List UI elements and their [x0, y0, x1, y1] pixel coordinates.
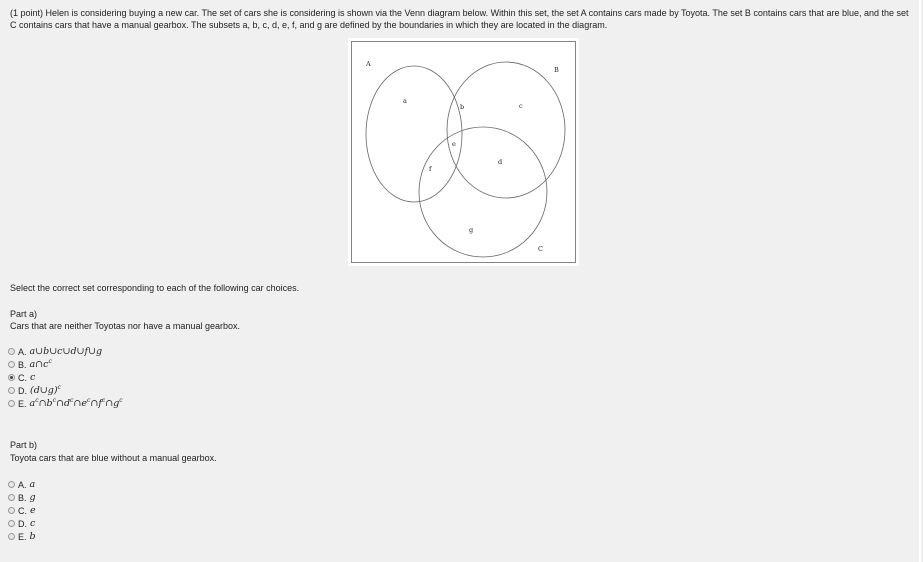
complement-sup: c: [57, 383, 61, 391]
option-letter: B.: [18, 359, 27, 370]
option-letter: B.: [18, 492, 27, 503]
label-region-b: b: [460, 103, 465, 111]
option-letter: D.: [18, 385, 27, 396]
part-a-title: Part a): [10, 309, 38, 319]
complement-sup: c: [35, 396, 39, 404]
option-math: a∪b∪c∪d∪f∪g: [29, 346, 103, 357]
part-a-option-d[interactable]: [8, 384, 123, 397]
option-math-base: a∩c: [29, 359, 49, 370]
radio-button[interactable]: [8, 507, 15, 514]
option-letter: C.: [18, 505, 27, 516]
option-math: c: [30, 372, 36, 383]
radio-button[interactable]: [8, 400, 15, 407]
part-b-option-d[interactable]: [8, 517, 36, 530]
universe-rect: [352, 42, 576, 263]
venn-svg: [348, 38, 579, 266]
part-b-option-e[interactable]: [8, 530, 36, 543]
option-math: a: [29, 479, 36, 490]
label-set-c: C: [538, 245, 543, 253]
part-a-option-a[interactable]: [8, 345, 123, 358]
radio-button[interactable]: [8, 387, 15, 394]
complement-sup: c: [101, 396, 106, 404]
circle-b: [447, 62, 565, 198]
option-letter: E.: [18, 398, 27, 409]
option-letter: E.: [18, 531, 27, 542]
part-a-question: Cars that are neither Toyotas nor have a manual gearbox.: [10, 321, 240, 331]
part-b-option-a[interactable]: [8, 478, 36, 491]
problem-intro: (1 point) Helen is considering buying a new car. The set of cars she is considering is shown via the Venn diagram below. Within this set, the set A contains cars made by Toyota. The set B contains cars that are blue, and the set C contains cars that have a manual gearbox. The subsets a, b, c, d, e, f, and g are defined by the boundaries in which they are located in the diagram.: [10, 8, 909, 30]
option-math: $a^c\cap b^c\cap d^c\cap e^c\cap f^c\cap g^c$: [29, 396, 123, 409]
option-letter: C.: [18, 372, 27, 383]
instructions: Select the correct set corresponding to each of the following car choices.: [10, 283, 300, 293]
label-region-c: c: [519, 102, 523, 110]
radio-button[interactable]: [8, 348, 15, 355]
circle-c: [419, 127, 547, 257]
part-b-question: Toyota cars that are blue without a manual gearbox.: [10, 453, 217, 463]
option-letter: A.: [18, 346, 27, 357]
venn-diagram: [348, 38, 579, 266]
option-math-base: (d∪g): [30, 385, 58, 396]
part-b-option-b[interactable]: [8, 491, 36, 504]
radio-button[interactable]: [8, 494, 15, 501]
label-region-a: a: [403, 97, 407, 105]
label-region-f: f: [429, 165, 432, 173]
part-a-choices: [8, 345, 123, 410]
complement-sup: c: [87, 396, 91, 404]
complement-sup: c: [52, 396, 56, 404]
option-letter: D.: [18, 518, 27, 529]
radio-button[interactable]: [8, 361, 15, 368]
part-a-option-e[interactable]: [8, 397, 123, 410]
label-set-a: A: [366, 60, 371, 68]
label-region-g: g: [469, 226, 474, 234]
option-math: g: [29, 492, 36, 503]
label-set-b: B: [554, 66, 559, 74]
complement-sup: c: [70, 396, 74, 404]
radio-button[interactable]: [8, 520, 15, 527]
part-b-title: Part b): [10, 440, 38, 450]
circle-a: [366, 66, 465, 202]
radio-button[interactable]: [8, 481, 15, 488]
radio-button-selected[interactable]: [8, 374, 15, 381]
option-math: e: [30, 505, 36, 516]
part-b-choices: [8, 478, 36, 543]
radio-button[interactable]: [8, 533, 15, 540]
option-letter: A.: [18, 479, 27, 490]
label-region-d: d: [498, 158, 503, 166]
complement-sup: c: [119, 396, 123, 404]
option-math: [30, 385, 61, 396]
option-math: [30, 359, 52, 370]
option-math: b: [29, 531, 36, 542]
option-math: c: [30, 518, 36, 529]
complement-sup: c: [48, 357, 52, 365]
label-region-e: e: [452, 140, 456, 148]
part-a-option-c[interactable]: [8, 371, 123, 384]
part-a-option-b[interactable]: [8, 358, 123, 371]
part-b-option-c[interactable]: [8, 504, 36, 517]
